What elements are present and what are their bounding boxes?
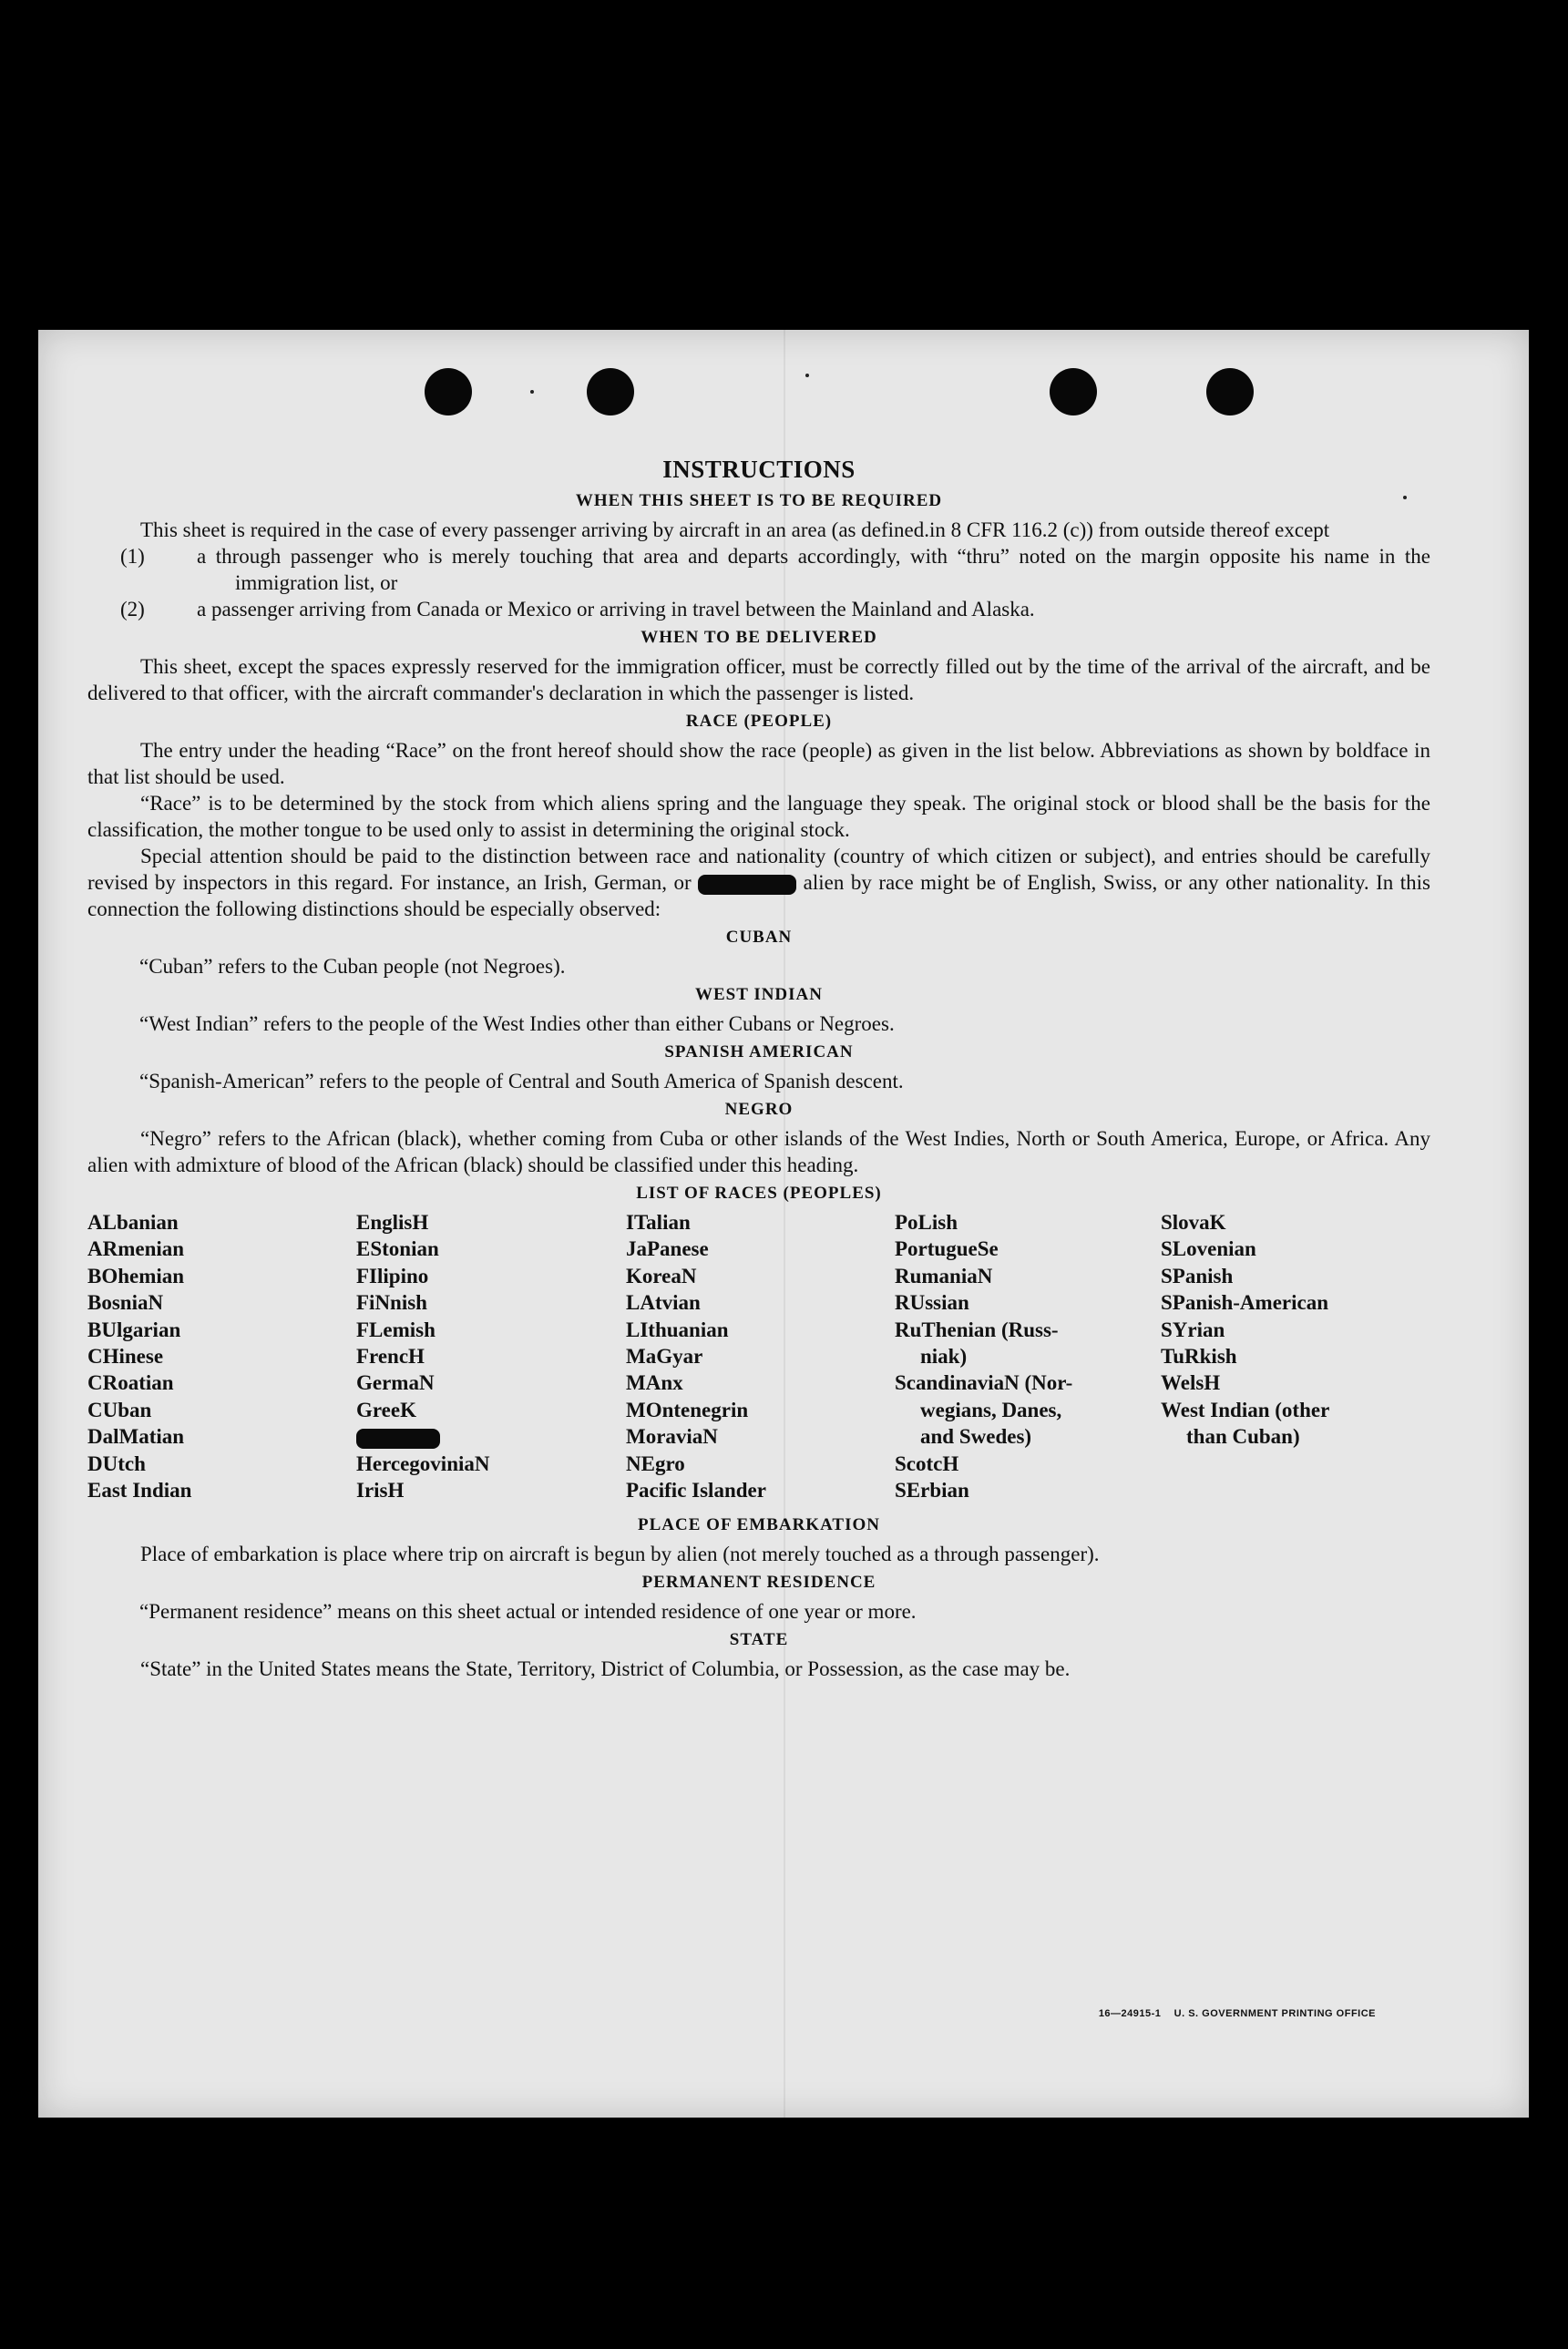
race-item: FIlipino — [356, 1264, 429, 1287]
delivered-text: This sheet, except the spaces expressly reserved for the immigration officer, must be correctly filled out by the time of the arrival of the aircraft, and be delivered to that officer, with the aircraft commander's declaration in which the passenger is listed. — [87, 655, 1430, 704]
punch-hole — [1206, 368, 1254, 415]
residence-text: “Permanent residence” means on this sheet actual or intended residence of one year or more. — [139, 1600, 917, 1623]
race-column-1 — [87, 1209, 191, 1503]
race-column-2 — [356, 1209, 490, 1503]
race-item: ALbanian — [87, 1211, 179, 1234]
race-item: RumaniaN — [895, 1264, 993, 1287]
race-item: SPanish — [1161, 1264, 1234, 1287]
race-item: RuThenian (Russ- — [895, 1318, 1059, 1341]
race-item: CRoatian — [87, 1371, 174, 1395]
race-item: East Indian — [87, 1479, 192, 1503]
page-title: INSTRUCTIONS — [662, 456, 856, 483]
race-item: BUlgarian — [87, 1318, 181, 1341]
race-item: niak) — [920, 1345, 968, 1369]
race-item: Pacific Islander — [626, 1479, 766, 1503]
race-item: HercegoviniaN — [356, 1451, 490, 1475]
redaction-mark — [698, 875, 796, 895]
race-text-3 — [87, 843, 1430, 922]
west-indian-text: “West Indian” refers to the people of the West Indies other than either Cubans or Negroes. — [139, 1012, 895, 1035]
punch-hole — [1050, 368, 1097, 415]
section-heading-state: STATE — [729, 1630, 789, 1649]
form-code: 16—24915-1 — [1098, 2008, 1162, 2019]
section-heading-required: WHEN THIS SHEET IS TO BE REQUIRED — [575, 491, 943, 510]
race-item: GreeK — [356, 1398, 416, 1421]
race-item: GermaN — [356, 1371, 435, 1395]
race-item: ScotcH — [895, 1451, 959, 1475]
race-item: RUssian — [895, 1291, 969, 1315]
punch-hole — [425, 368, 472, 415]
punch-hole — [587, 368, 634, 415]
section-heading-race: RACE (PEOPLE) — [685, 712, 833, 731]
race-item: FiNnish — [356, 1291, 427, 1315]
redacted-race-item — [356, 1423, 490, 1450]
section-heading-delivered: WHEN TO BE DELIVERED — [641, 628, 877, 647]
race-item: PoLish — [895, 1211, 958, 1234]
race-item: MOntenegrin — [626, 1398, 749, 1421]
race-item: MoraviaN — [626, 1425, 718, 1449]
race-item: BosniaN — [87, 1291, 164, 1315]
race-item: SlovaK — [1161, 1211, 1226, 1234]
race-item: IrisH — [356, 1479, 405, 1503]
exception-1-text: a through passenger who is merely touching that area and departs accordingly, with “thru” noted on the margin opposite his name in the immigration list, or — [197, 545, 1430, 594]
race-item: LAtvian — [626, 1291, 701, 1315]
exception-2-number: (2) — [120, 598, 145, 621]
race-item: CUban — [87, 1398, 152, 1421]
race-item: SPanish-American — [1161, 1291, 1328, 1315]
race-item: LIthuanian — [626, 1318, 729, 1341]
instruction-sheet — [38, 330, 1529, 2118]
race-item: EStonian — [356, 1237, 439, 1261]
race-item: SErbian — [895, 1479, 969, 1503]
instructions-body — [87, 456, 1430, 1682]
paper-speck — [805, 374, 809, 377]
printer-imprint — [1099, 2008, 1376, 2019]
race-item: JaPanese — [626, 1237, 709, 1261]
paper-speck — [530, 390, 534, 394]
section-heading-spanish-american: SPANISH AMERICAN — [664, 1042, 854, 1062]
race-item: PortugueSe — [895, 1237, 999, 1261]
race-item: than Cuban) — [1186, 1425, 1300, 1449]
race-item: West Indian (other — [1161, 1398, 1330, 1421]
race-text-1: The entry under the heading “Race” on the front hereof should show the race (people) as given in the list below. Abbreviations as shown by boldface in that list should be used. — [87, 739, 1430, 788]
race-item: and Swedes) — [920, 1425, 1032, 1449]
race-item: FrencH — [356, 1345, 425, 1369]
race-item: SYrian — [1161, 1318, 1225, 1341]
section-heading-embarkation: PLACE OF EMBARKATION — [638, 1515, 880, 1534]
redaction-mark — [356, 1429, 440, 1449]
printer-name: U. S. GOVERNMENT PRINTING OFFICE — [1173, 2008, 1376, 2019]
spanish-american-text: “Spanish-American” refers to the people of Central and South America of Spanish descent. — [139, 1070, 904, 1092]
race-item: CHinese — [87, 1345, 164, 1369]
race-item: FLemish — [356, 1318, 436, 1341]
section-heading-residence: PERMANENT RESIDENCE — [641, 1573, 876, 1592]
race-item: MaGyar — [626, 1345, 703, 1369]
race-item: NEgro — [626, 1451, 685, 1475]
required-text: This sheet is required in the case of every passenger arriving by aircraft in an area (as defined.in 8 CFR 116.2 (c)) from outside thereof except — [140, 518, 1330, 541]
race-item: DalMatian — [87, 1425, 185, 1449]
race-list — [87, 1209, 1430, 1510]
race-item: SLovenian — [1161, 1237, 1256, 1261]
race-text-3b: alien by race might be of English, Swiss, or any other nationality. In this connection the following distinctions should be especially observed: — [87, 871, 1430, 920]
race-item: DUtch — [87, 1451, 146, 1475]
section-heading-west-indian: WEST INDIAN — [695, 985, 823, 1004]
section-heading-cuban: CUBAN — [725, 928, 793, 947]
state-text: “State” in the United States means the State, Territory, District of Columbia, or Possession, as the case may be. — [140, 1657, 1071, 1680]
race-text-3a: Special attention should be paid to the distinction between race and nationality (country of which citizen or subject), and entries should be carefully revised by inspectors in this regard. For instance, an Irish, German, or — [87, 845, 1430, 894]
exception-2 — [120, 596, 1430, 622]
race-item: ARmenian — [87, 1237, 185, 1261]
exception-1-number: (1) — [120, 545, 145, 568]
race-column-3 — [626, 1209, 766, 1503]
negro-text: “Negro” refers to the African (black), whether coming from Cuba or other islands of the West Indies, North or South America, Europe, or Africa. Any alien with admixture of blood of the African (black) should be classified under this heading. — [87, 1127, 1430, 1176]
race-item: ScandinaviaN (Nor- — [895, 1371, 1073, 1395]
exception-1 — [120, 543, 1430, 596]
section-heading-negro: NEGRO — [724, 1100, 794, 1119]
race-item: MAnx — [626, 1371, 683, 1395]
race-item: EnglisH — [356, 1211, 429, 1234]
race-item: WelsH — [1161, 1371, 1221, 1395]
race-item: ITalian — [626, 1211, 691, 1234]
race-item: KoreaN — [626, 1264, 697, 1287]
embarkation-text: Place of embarkation is place where trip on aircraft is begun by alien (not merely touched as a through passenger). — [140, 1543, 1100, 1565]
section-heading-list-of-races: LIST OF RACES (PEOPLES) — [636, 1184, 882, 1203]
race-column-4 — [895, 1209, 1072, 1503]
race-item: wegians, Danes, — [920, 1398, 1062, 1421]
race-column-5 — [1161, 1209, 1329, 1451]
race-item: BOhemian — [87, 1264, 185, 1287]
race-item: TuRkish — [1161, 1345, 1237, 1369]
exception-2-text: a passenger arriving from Canada or Mexico or arriving in travel between the Mainland and Alaska. — [197, 598, 1035, 621]
race-text-2: “Race” is to be determined by the stock from which aliens spring and the language they speak. The original stock or blood shall be the basis for the classification, the mother tongue to be used only to assist in determining the original stock. — [87, 792, 1430, 841]
cuban-text: “Cuban” refers to the Cuban people (not Negroes). — [139, 955, 566, 978]
